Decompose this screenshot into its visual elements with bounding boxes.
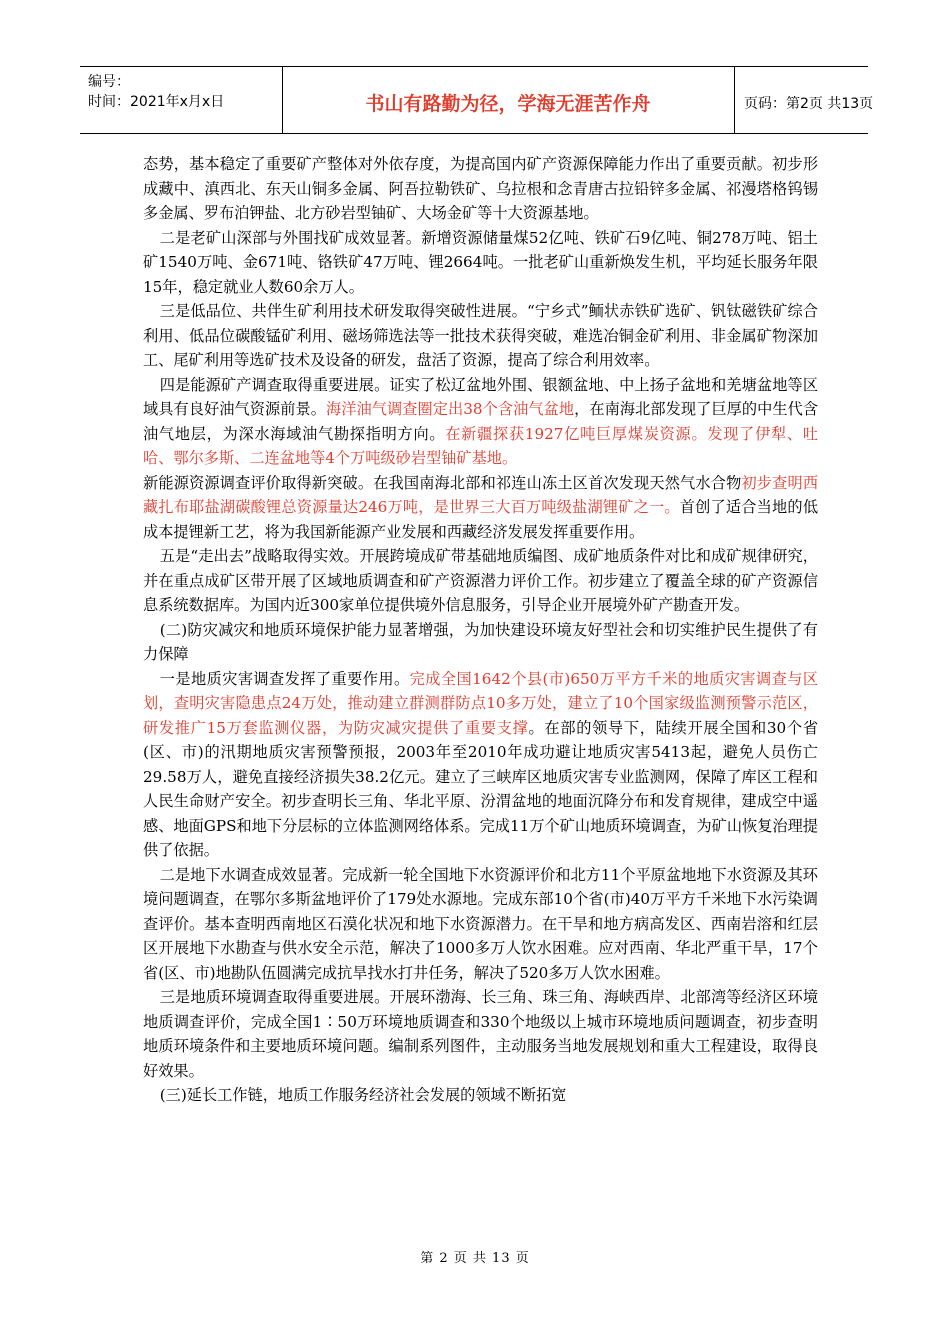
highlighted-text: 海洋油气调查圈定出38个含油气盆地 xyxy=(325,400,575,418)
paragraph-text: 一是地质灾害调查发挥了重要作用。 xyxy=(159,669,410,688)
highlighted-text: 初步查明西藏扎布耶盐湖碳酸锂总资源量达246万吨，是世界三大百万吨级盐湖锂矿之一。 xyxy=(143,473,819,516)
paragraph-text: 三是低品位、共伴生矿利用技术研发取得突破性进展。“宁乡式”鲕状赤铁矿选矿、钒钛磁铁矿综合利用、低品位碳酸锰矿利用、磁场筛选法等一批技术获得突破，难选冶铜金矿利用、非金属矿物深加工、尾矿利用等选矿技术及设备的研发，盘活了资源，提高了综合利用效率。 xyxy=(143,302,818,369)
paragraph-text: 四是能源矿产调查取得重要进展。证实了松辽盆地外围、银额盆地、中上扬子盆地和羌塘盆地等区域具有良好油气资源前景。 xyxy=(143,375,818,418)
page-header xyxy=(80,66,874,134)
header-page-info: 页码：第2页 共13页 xyxy=(744,96,874,112)
header-page-cell xyxy=(734,67,874,133)
highlighted-text: 完成全国1642个县(市)650万平方千米的地质灾害调查与区划，查明灾害隐患点24万处，推动建立群测群防点10多万处，建立了10个国家级监测预警示范区，研发推广15万套监测仪器，为防灾减灾提供了重要支撑 xyxy=(143,669,819,737)
header-motto: 书山有路勤为径，学海无涯苦作舟 xyxy=(365,93,651,115)
body-paragraph xyxy=(143,667,818,863)
paragraph-text: 。在部的领导下，陆续开展全国和30个省(区、市)的汛期地质灾害预警预报，2003年至2010年成功避让地质灾害5413起，避免人员伤亡29.58万人，避免直接经济损失38.2亿元。建立了三峡库区地质灾害专业监测网，保障了库区工程和人民生命财产安全。初步查明长三角、华北平原、汾渭盆地的地面沉降分布和发育规律，建成空中遥感、地面GPS和地下分层标的立体监测网络体系。完成11万个矿山地质环境调查，为矿山恢复治理提供了依据。 xyxy=(143,718,819,859)
page-footer: 第 2 页 共 13 页 xyxy=(420,1251,530,1266)
paragraph-text: 二是地下水调查成效显著。完成新一轮全国地下水资源评价和北方11个平原盆地地下水资源及其环境问题调查，在鄂尔多斯盆地评价了179处水源地。完成东部10个省(市)40万平方千米地下水污染调查评价。基本查明西南地区石漠化状况和地下水资源潜力。在干旱和地方病高发区、西南岩溶和红层区开展地下水勘查与供水安全示范，解决了1000多万人饮水困难。应对西南、华北严重干旱，17个省(区、市)地勘队伍圆满完成抗旱找水打井任务，解决了520多万人饮水困难。 xyxy=(143,865,818,982)
body-paragraph xyxy=(143,226,818,300)
paragraph-text: 五是“走出去”战略取得实效。开展跨境成矿带基础地质编图、成矿地质条件对比和成矿规律研究，并在重点成矿区带开展了区域地质调查和矿产资源潜力评价工作。初步建立了覆盖全球的矿产资源信息系统数据库。为国内近300家单位提供境外信息服务，引导企业开展境外矿产勘查开发。 xyxy=(143,547,818,614)
paragraph-text: 三是地质环境调查取得重要进展。开展环渤海、长三角、珠三角、海峡西岸、北部湾等经济区环境地质调查评价，完成全国1∶50万环境地质调查和330个地级以上城市环境地质问题调查，初步查明地质环境条件和主要地质环境问题。编制系列图件，主动服务当地发展规划和重大工程建设，取得良好效果。 xyxy=(143,988,818,1080)
paragraph-text: 态势，基本稳定了重要矿产整体对外依存度，为提高国内矿产资源保障能力作出了重要贡献。初步形成藏中、滇西北、东天山铜多金属、阿吾拉勒铁矿、乌拉根和念青唐古拉铅锌多金属、祁漫塔格钨锡多金属、罗布泊钾盐、北方砂岩型铀矿、大场金矿等十大资源基地。 xyxy=(143,155,818,222)
body-paragraph xyxy=(143,618,818,667)
body-paragraph xyxy=(143,471,818,545)
highlighted-text: 在新疆探获1927亿吨巨厚煤炭资源。发现了伊犁、吐哈、鄂尔多斯、二连盆地等4个万吨级砂岩型铀矿基地。 xyxy=(143,424,818,467)
paragraph-text: 二是老矿山深部与外围找矿成效显著。新增资源储量煤52亿吨、铁矿石9亿吨、铜278万吨、铝土矿1540万吨、金671吨、铬铁矿47万吨、锂2664吨。一批老矿山重新焕发生机，平均延长服务年限15年，稳定就业人数60余万人。 xyxy=(143,228,818,296)
body-paragraph xyxy=(143,1083,818,1108)
document-time-label: 时间：2021年x月x日 xyxy=(88,94,225,110)
body-paragraph xyxy=(143,985,818,1083)
paragraph-text: (二)防灾减灾和地质环境保护能力显著增强，为加快建设环境友好型社会和切实维护民生提供了有力保障 xyxy=(143,620,818,663)
paragraph-text: ，在南海北部发现了巨厚的中生代含油气地层，为深水海域油气勘探指明方向。 xyxy=(143,400,819,443)
body-paragraph xyxy=(143,863,818,986)
paragraph-text: 首创了适合当地的低成本提锂新工艺，将为我国新能源产业发展和西藏经济发展发挥重要作用。 xyxy=(143,498,819,541)
paragraph-text: (三)延长工作链，地质工作服务经济社会发展的领域不断拓宽 xyxy=(159,1086,567,1104)
header-motto-cell xyxy=(282,67,735,133)
body-paragraph xyxy=(143,373,818,471)
document-number-label: 编号： xyxy=(88,74,130,90)
body-paragraph xyxy=(143,544,818,618)
header-meta-cell xyxy=(80,67,283,133)
body-paragraph xyxy=(143,299,818,373)
body-paragraph xyxy=(143,152,818,226)
document-body xyxy=(143,152,818,1108)
paragraph-text: 新能源资源调查评价取得新突破。在我国南海北部和祁连山冻土区首次发现天然气水合物 xyxy=(143,473,742,492)
